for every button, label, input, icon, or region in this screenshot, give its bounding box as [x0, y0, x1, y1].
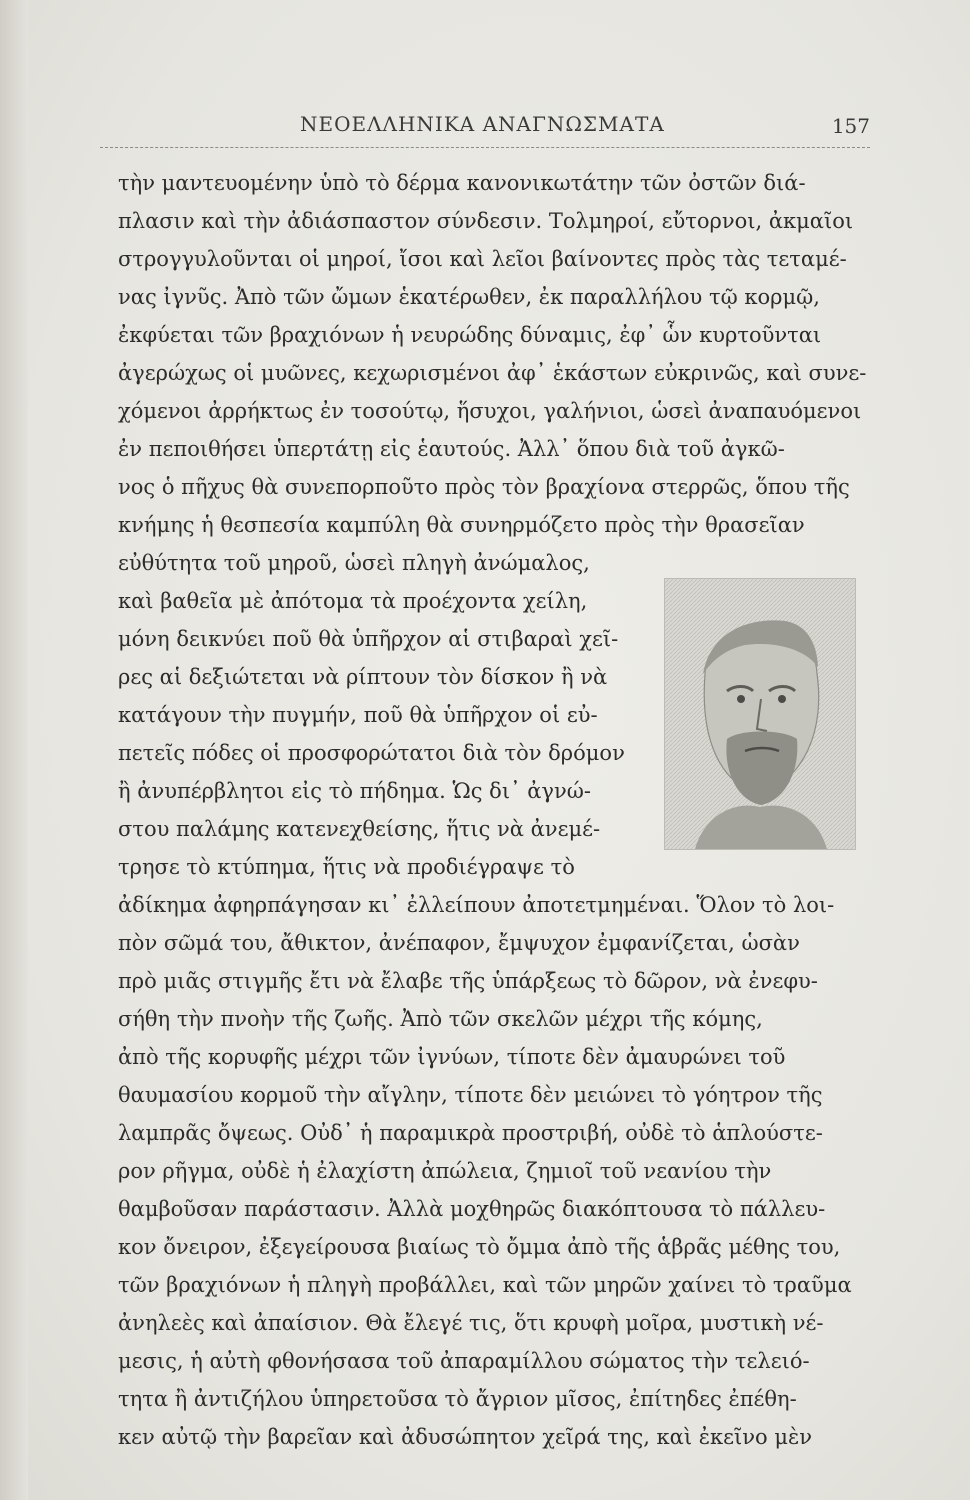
text-line: πετεῖς πόδες οἱ προσφορώτατοι διὰ τὸν δρόμον [118, 741, 625, 765]
text-line: πὸν σῶμά του, ἄθικτον, ἀνέπαφον, ἔμψυχον ἐμφανίζεται, ὡσὰν [118, 931, 800, 955]
text-line: ἢ ἀνυπέρβλητοι εἰς τὸ πήδημα. Ὡς δι᾽ ἀγνώ- [118, 779, 591, 803]
text-line: κεν αὐτῷ τὴν βαρεῖαν καὶ ἀδυσώπητον χεῖρά της, καὶ ἐκεῖνο μὲν [118, 1425, 813, 1449]
text-line: νος ὁ πῆχυς θὰ συνεπορποῦτο πρὸς τὸν βραχίονα στερρῶς, ὅπου τῆς [118, 475, 850, 499]
text-line: κνήμης ἡ θεσπεσία καμπύλη θὰ συνηρμόζετο πρὸς τὴν θρασεῖαν [118, 513, 805, 537]
text-line: καὶ βαθεῖα μὲ ἀπότομα τὰ προέχοντα χείλη, [118, 589, 588, 613]
text-line: ἐκφύεται τῶν βραχιόνων ἡ νευρώδης δύναμις, ἐφ᾽ ὧν κυρτοῦνται [118, 323, 822, 347]
text-line: εὐθύτητα τοῦ μηροῦ, ὡσεὶ πληγὴ ἀνώμαλος, [118, 551, 590, 575]
text-line: θαμβοῦσαν παράστασιν. Ἀλλὰ μοχθηρῶς διακόπτουσα τὸ πάλλευ- [118, 1197, 826, 1221]
text-line: μεσις, ἡ αὐτὴ φθονήσασα τοῦ ἀπαραμίλλου σώματος τὴν τελειό- [118, 1349, 810, 1373]
text-line: ρον ρῆγμα, οὐδὲ ἡ ἐλαχίστη ἀπώλεια, ζημιοῖ τοῦ νεανίου τὴν [118, 1159, 772, 1183]
text-line: χόμενοι ἀρρήκτως ἐν τοσούτῳ, ἥσυχοι, γαλήνιοι, ὡσεὶ ἀναπαυόμενοι [118, 399, 862, 423]
binding-edge [0, 0, 28, 1500]
portrait-icon [665, 579, 855, 849]
text-line: ρες αἱ δεξιώτεται νὰ ρίπτουν τὸν δίσκον ἢ νὰ [118, 665, 608, 689]
text-line: ἀδίκημα ἀφηρπάγησαν κι᾽ ἐλλείπουν ἀποτετμημέναι. Ὅλον τὸ λοι- [118, 893, 835, 917]
text-line: λαμπρᾶς ὄψεως. Οὐδ᾽ ἡ παραμικρὰ προστριβή, οὐδὲ τὸ ἁπλούστε- [118, 1121, 823, 1145]
text-line: θαυμασίου κορμοῦ τὴν αἴγλην, τίποτε δὲν μειώνει τὸ γόητρον τῆς [118, 1083, 823, 1107]
page-number: 157 [831, 114, 870, 138]
text-line: ἀπὸ τῆς κορυφῆς μέχρι τῶν ἰγνύων, τίποτε δὲν ἀμαυρώνει τοῦ [118, 1045, 786, 1069]
text-line: κατάγουν τὴν πυγμήν, ποῦ θὰ ὑπῆρχον οἱ εὐ- [118, 703, 598, 727]
text-line: σήθη τὴν πνοὴν τῆς ζωῆς. Ἀπὸ τῶν σκελῶν μέχρι τῆς κόμης, [118, 1007, 763, 1031]
text-line: τητα ἢ ἀντιζήλου ὑπηρετοῦσα τὸ ἄγριον μῖσος, ἐπίτηδες ἐπέθη- [118, 1387, 797, 1411]
text-line: κον ὄνειρον, ἐξεγείρουσα βιαίως τὸ ὄμμα ἀπὸ τῆς ἁβρᾶς μέθης του, [118, 1235, 841, 1259]
text-line: ἐν πεποιθήσει ὑπερτάτῃ εἰς ἑαυτούς. Ἀλλ᾽ ὅπου διὰ τοῦ ἀγκῶ- [118, 437, 785, 461]
text-line: νας ἰγνῦς. Ἀπὸ τῶν ὤμων ἑκατέρωθεν, ἐκ παραλλήλου τῷ κορμῷ, [118, 285, 820, 309]
header-rule [100, 147, 870, 148]
running-head [100, 112, 870, 142]
text-line: στρογγυλοῦνται οἱ μηροί, ἴσοι καὶ λεῖοι βαίνοντες πρὸς τὰς τεταμέ- [118, 247, 847, 271]
running-title: ΝΕΟΕΛΛΗΝΙΚΑ ΑΝΑΓΝΩΣΜΑΤΑ [300, 112, 665, 136]
text-line: μόνη δεικνύει ποῦ θὰ ὑπῆρχον αἱ στιβαραὶ χεῖ- [118, 627, 619, 651]
text-line: πρὸ μιᾶς στιγμῆς ἔτι νὰ ἔλαβε τῆς ὑπάρξεως τὸ δῶρον, νὰ ἐνεφυ- [118, 969, 818, 993]
text-line: τὴν μαντευομένην ὑπὸ τὸ δέρμα κανονικωτάτην τῶν ὀστῶν διά- [118, 171, 806, 195]
portrait-illustration [664, 578, 856, 850]
text-line: ἀγερώχως οἱ μυῶνες, κεχωρισμένοι ἀφ᾽ ἑκάστων εὐκρινῶς, καὶ συνε- [118, 361, 867, 385]
text-line: τῶν βραχιόνων ἡ πληγὴ προβάλλει, καὶ τῶν μηρῶν χαίνει τὸ τραῦμα [118, 1273, 852, 1297]
text-line: πλασιν καὶ τὴν ἀδιάσπαστον σύνδεσιν. Τολμηροί, εὔτορνοι, ἀκμαῖοι [118, 209, 854, 233]
text-line: ἀνηλεὲς καὶ ἀπαίσιον. Θὰ ἔλεγέ τις, ὅτι κρυφὴ μοῖρα, μυστικὴ νέ- [118, 1311, 824, 1335]
text-line: τρησε τὸ κτύπημα, ἥτις νὰ προδιέγραψε τὸ [118, 855, 575, 879]
text-line: στου παλάμης κατενεχθείσης, ἥτις νὰ ἀνεμέ- [118, 817, 601, 841]
